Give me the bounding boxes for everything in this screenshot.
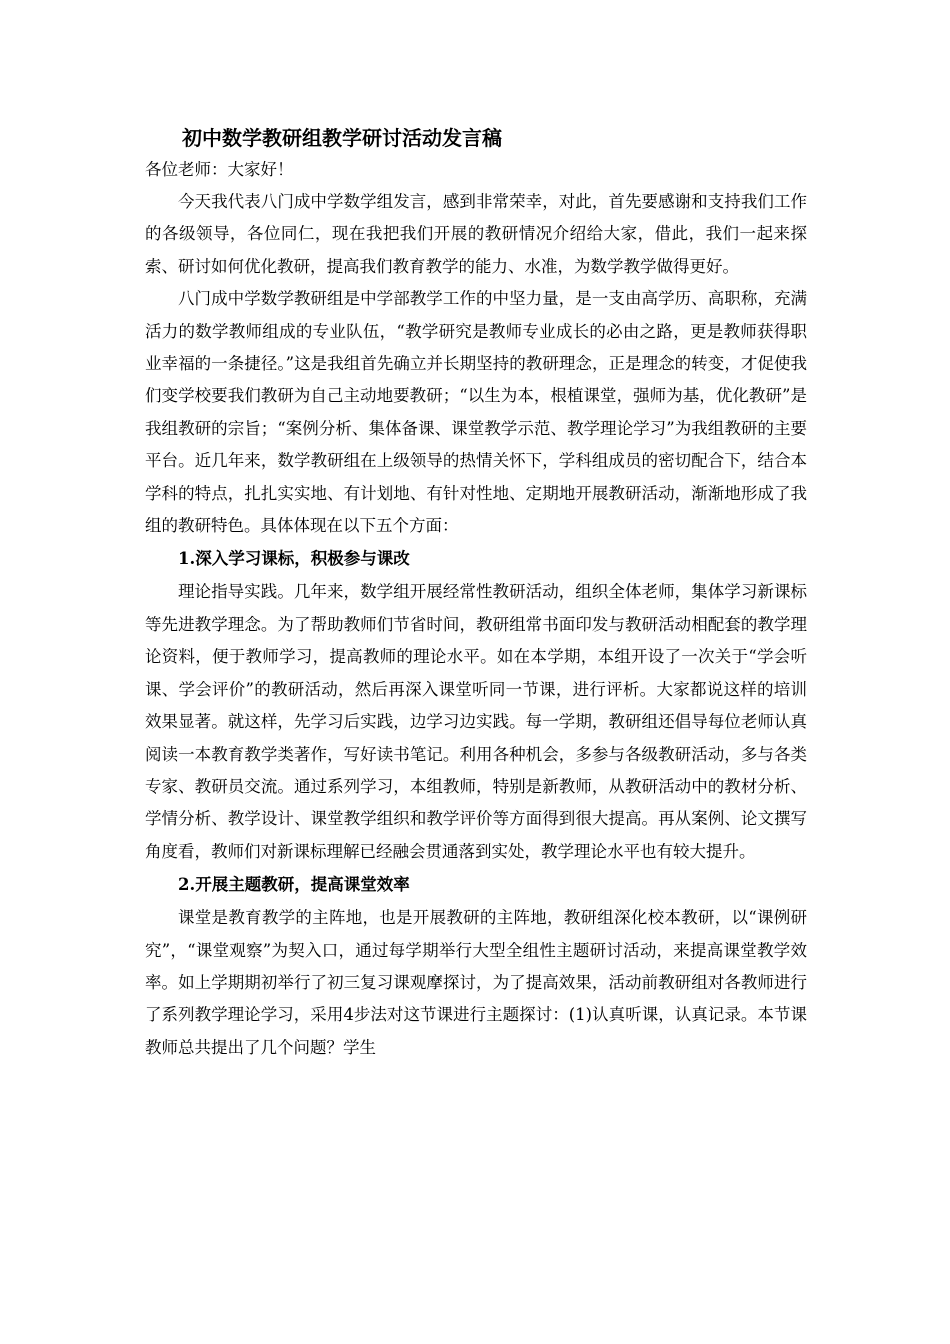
overview-paragraph: 八门成中学数学教研组是中学部教学工作的中坚力量，是一支由高学历、高职称，充满活力的数学教师组成的专业队伍，“教学研究是教师专业成长的必由之路，更是教师获得职业幸福的一条捷径。”这是我组首先确立并长期坚持的教研理念，正是理念的转变，才促使我们变学校要我们教研为自己主动地要教研；“以生为本，根植课堂，强师为基，优化教研”是我组教研的宗旨；“案例分析、集体备课、课堂教学示范、教学理论学习”为我组教研的主要平台。近几年来，数学教研组在上级领导的热情关怀下，学科组成员的密切配合下，结合本学科的特点，扎扎实实地、有计划地、有针对性地、定期地开展教研活动，渐渐地形成了我组的教研特色。具体体现在以下五个方面： [145,289,807,536]
document-title: 初中数学教研组教学研讨活动发言稿 [182,126,502,150]
greeting-line: 各位老师：大家好！ [145,160,294,179]
section-1-paragraph: 理论指导实践。几年来，数学组开展经常性教研活动，组织全体老师，集体学习新课标等先进教学理念。为了帮助教师们节省时间，教研组常书面印发与教研活动相配套的教学理论资料，便于教师学习，提高教师的理论水平。如在本学期，本组开设了一次关于“学会听课、学会评价”的教研活动，然后再深入课堂听同一节课，进行评析。大家都说这样的培训效果显著。就这样，先学习后实践，边学习边实践。每一学期，教研组还倡导每位老师认真阅读一本教育教学类著作，写好读书笔记。利用各种机会，多参与各级教研活动，多与各类专家、教研员交流。通过系列学习，本组教师，特别是新教师，从教研活动中的教材分析、学情分析、教学设计、课堂教学组织和教学评价等方面得到很大提高。再从案例、论文撰写角度看，教师们对新课标理解已经融会贯通落到实处，教学理论水平也有较大提升。 [145,582,807,861]
section-1-heading: 1.深入学习课标，积极参与课改 [178,549,410,569]
section-2-paragraph: 课堂是教育教学的主阵地，也是开展教研的主阵地，教研组深化校本教研，以“课例研究”，“课堂观察”为契入口，通过每学期举行大型全组性主题研讨活动，来提高课堂教学效率。如上学期期初举行了初三复习课观摩探讨，为了提高效果，活动前教研组对各教师进行了系列教学理论学习，采用4步法对这节课进行主题探讨：(1)认真听课，认真记录。本节课教师总共提出了几个问题？学生 [145,908,807,1057]
document-body [145,122,807,1064]
section-2-heading: 2.开展主题教研，提高课堂效率 [178,875,410,895]
intro-paragraph: 今天我代表八门成中学数学组发言，感到非常荣幸，对此，首先要感谢和支持我们工作的各级领导，各位同仁，现在我把我们开展的教研情况介绍给大家，借此，我们一起来探索、研讨如何优化教研，提高我们教育教学的能力、水准，为数学教学做得更好。 [145,192,807,276]
